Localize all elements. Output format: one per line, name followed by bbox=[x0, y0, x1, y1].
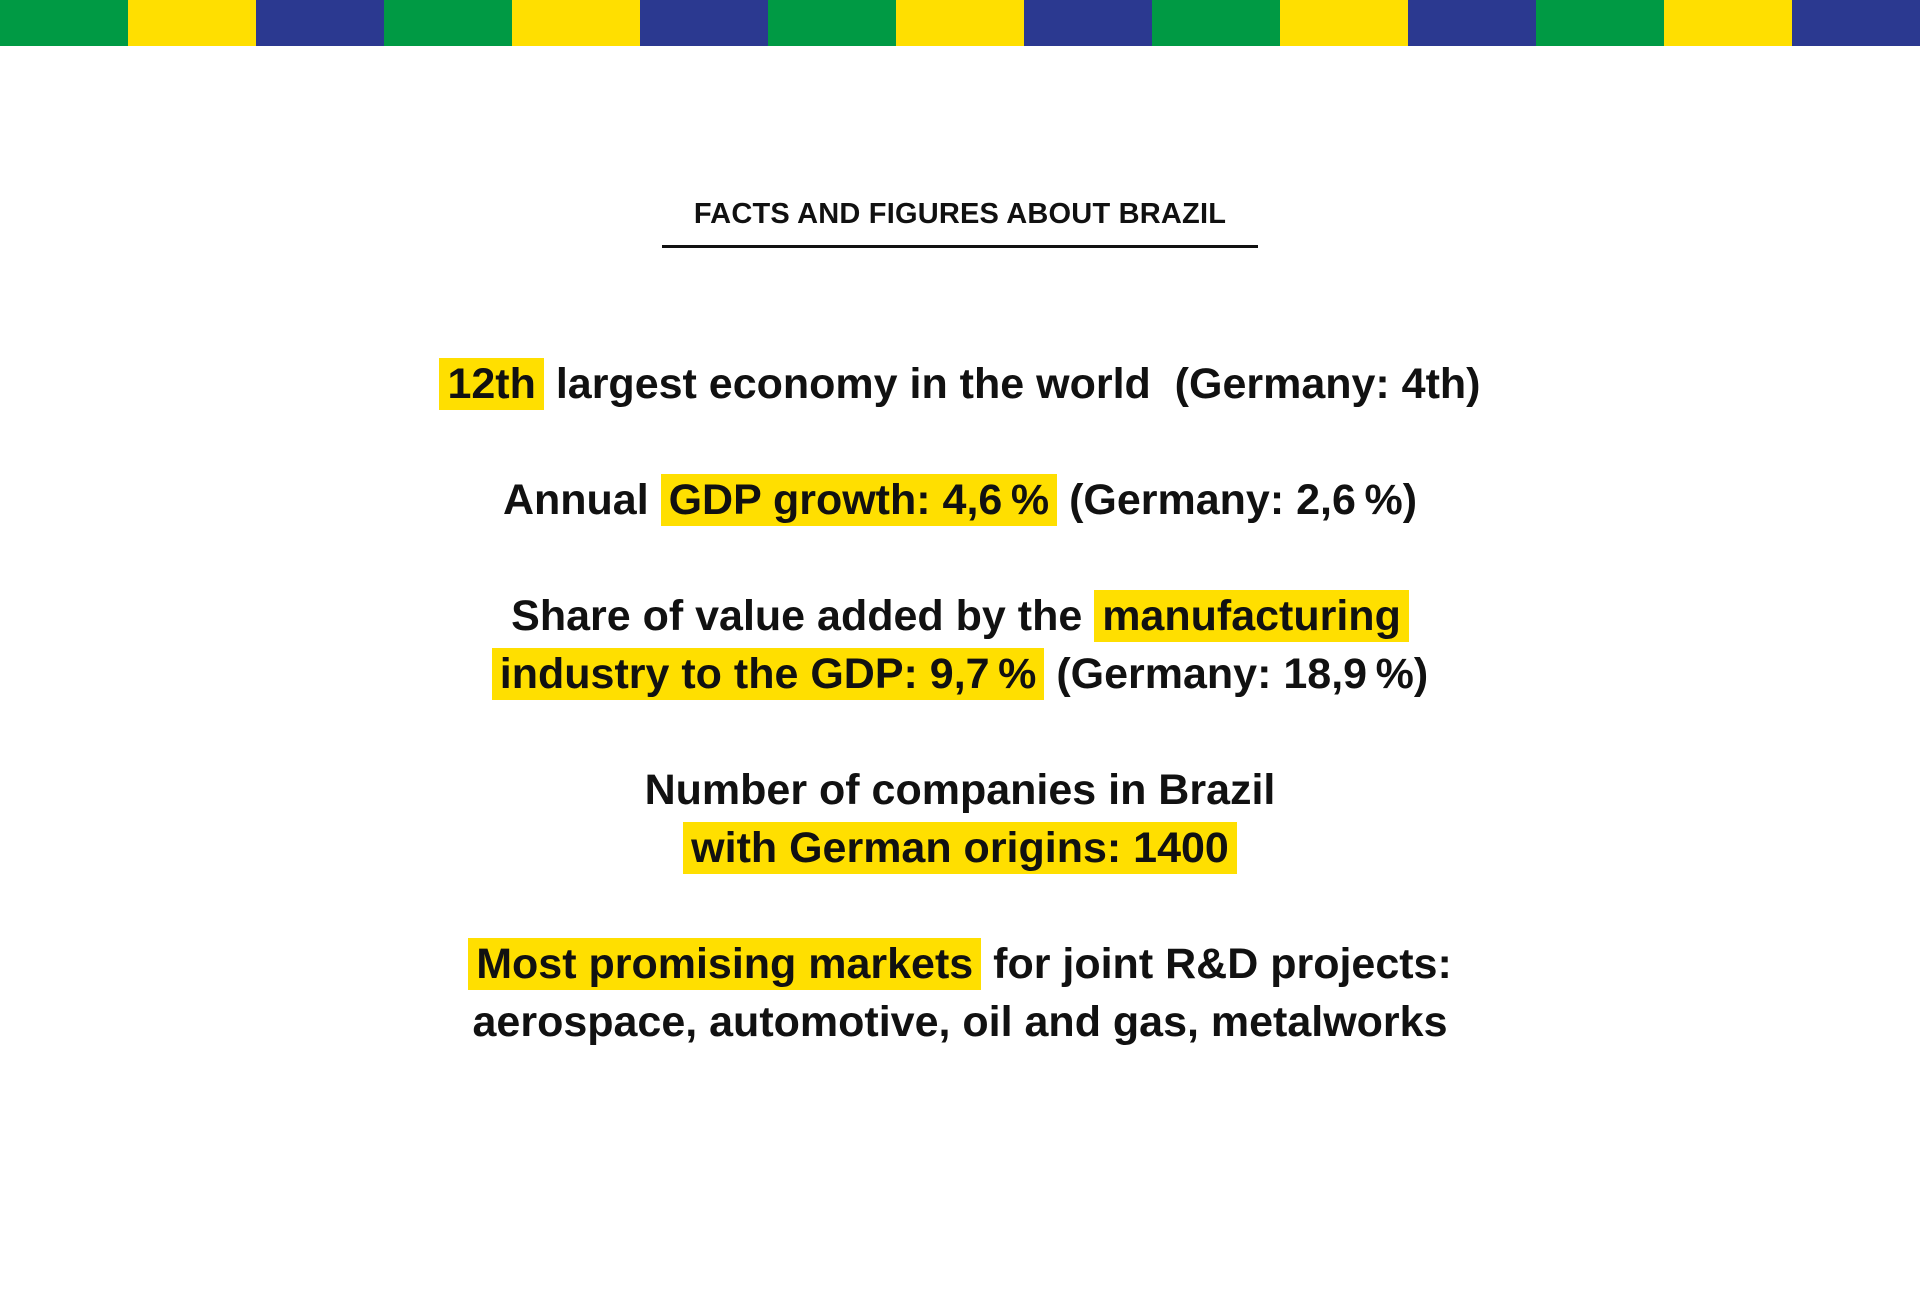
stripe-segment-yellow bbox=[896, 0, 1024, 46]
highlighted-text: Most promising markets bbox=[468, 938, 981, 990]
stripe-segment-green bbox=[768, 0, 896, 46]
fact-line bbox=[0, 993, 1920, 1051]
stripe-segment-blue bbox=[640, 0, 768, 46]
fact-text: (Germany: 2,6 %) bbox=[1057, 476, 1418, 524]
fact-item bbox=[0, 471, 1920, 529]
stripe-segment-yellow bbox=[128, 0, 256, 46]
fact-text: for joint R&D projects: bbox=[981, 940, 1452, 988]
fact-item bbox=[0, 761, 1920, 877]
highlighted-text: industry to the GDP: 9,7 % bbox=[492, 648, 1045, 700]
stripe-segment-yellow bbox=[1280, 0, 1408, 46]
flag-color-stripe bbox=[0, 0, 1920, 46]
stripe-segment-blue bbox=[1024, 0, 1152, 46]
fact-text: Share of value added by the bbox=[511, 592, 1095, 640]
stripe-segment-green bbox=[0, 0, 128, 46]
page-title: FACTS AND FIGURES ABOUT BRAZIL bbox=[662, 198, 1258, 248]
fact-text: Annual bbox=[502, 476, 661, 524]
fact-line bbox=[0, 355, 1920, 413]
heading-container bbox=[0, 198, 1920, 248]
stripe-segment-green bbox=[1152, 0, 1280, 46]
fact-line bbox=[0, 645, 1920, 703]
highlighted-text: GDP growth: 4,6 % bbox=[661, 474, 1058, 526]
fact-line bbox=[0, 587, 1920, 645]
fact-text: aerospace, automotive, oil and gas, metalworks bbox=[472, 998, 1448, 1046]
stripe-segment-blue bbox=[1792, 0, 1920, 46]
stripe-segment-green bbox=[1536, 0, 1664, 46]
stripe-segment-blue bbox=[256, 0, 384, 46]
highlighted-text: manufacturing bbox=[1094, 590, 1409, 642]
fact-line bbox=[0, 819, 1920, 877]
highlighted-text: 12th bbox=[439, 358, 543, 410]
fact-line bbox=[0, 761, 1920, 819]
fact-line bbox=[0, 471, 1920, 529]
fact-text: (Germany: 18,9 %) bbox=[1044, 650, 1429, 698]
fact-text: Number of companies in Brazil bbox=[644, 766, 1276, 814]
fact-line bbox=[0, 935, 1920, 993]
stripe-segment-yellow bbox=[512, 0, 640, 46]
fact-item bbox=[0, 355, 1920, 413]
fact-item bbox=[0, 587, 1920, 703]
stripe-segment-green bbox=[384, 0, 512, 46]
highlighted-text: with German origins: 1400 bbox=[683, 822, 1237, 874]
facts-list bbox=[0, 355, 1920, 1109]
stripe-segment-blue bbox=[1408, 0, 1536, 46]
fact-item bbox=[0, 935, 1920, 1051]
fact-text: largest economy in the world (Germany: 4th) bbox=[543, 360, 1481, 408]
stripe-segment-yellow bbox=[1664, 0, 1792, 46]
